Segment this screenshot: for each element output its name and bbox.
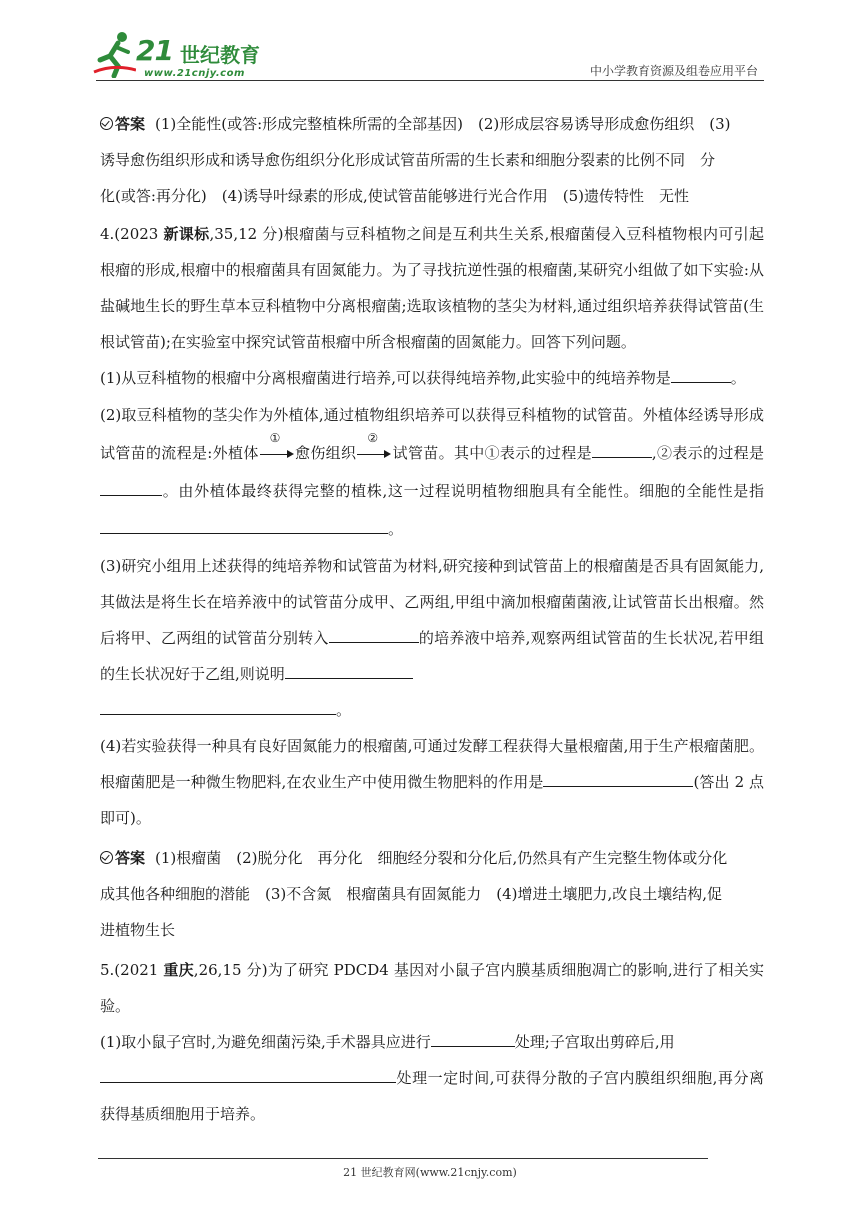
answer-blank[interactable] <box>671 366 731 383</box>
q4-answer <box>100 840 764 948</box>
answer-label: 答案 <box>115 115 146 133</box>
sub-question-4: (4)若实验获得一种具有良好固氮能力的根瘤菌,可通过发酵工程获得大量根瘤菌,用于生产根瘤菌肥。根瘤菌肥是一种微生物肥料,在农业生产中使用微生物肥料的作用是 (答出 2 点即可)。 <box>100 737 764 827</box>
sub-question-2: (2)取豆科植物的茎尖作为外植体,通过植物组织培养可以获得豆科植物的试管苗。外植体经诱导形成试管苗的流程是:外植体 ① 愈伤组织 ② 试管苗。其中①表示的过程是 ,②表示的过程是。由外植体最终获得完整的植株,这一过程说明植物细胞具有全能性。细胞的全能性是指。 <box>100 406 764 538</box>
q3-answer <box>100 106 764 214</box>
runner-icon <box>92 30 136 78</box>
sub-question-1: (1)从豆科植物的根瘤中分离根瘤菌进行培养,可以获得纯培养物,此实验中的纯培养物是 。 <box>100 360 764 396</box>
check-circle-icon <box>100 117 113 130</box>
answer-line: 进植物生长 <box>100 921 176 939</box>
logo-url: www.21cnjy.com <box>144 68 245 79</box>
question-5 <box>100 952 764 1132</box>
answer-text: (1)根瘤菌 (2)脱分化 再分化 细胞经分裂和分化后,仍然具有产生完整生物体或分化 <box>155 849 728 867</box>
answer-line <box>100 106 764 142</box>
header-divider <box>96 80 764 81</box>
process-arrow-2: ② <box>357 447 391 461</box>
answer-blank[interactable] <box>592 441 652 458</box>
answer-line: 诱导愈伤组织形成和诱导愈伤组织分化形成试管苗所需的生长素和细胞分裂素的比例不同 分 <box>100 151 716 169</box>
answer-blank[interactable] <box>543 770 693 787</box>
process-arrow-1: ① <box>260 447 294 461</box>
answer-text: (1)全能性(或答:形成完整植株所需的全部基因) (2)形成层容易诱导形成愈伤组织 (3) <box>155 115 731 133</box>
sub-question-1: (1)取小鼠子宫时,为避免细菌污染,手术器具应进行 处理;子宫取出剪碎后,用 处理一定时间,可获得分散的子宫内膜组织细胞,再分离获得基质细胞用于培养。 <box>100 1024 764 1132</box>
answer-blank[interactable] <box>285 662 413 679</box>
logo-text: 世纪教育 <box>180 43 260 67</box>
page-footer[interactable]: 21 世纪教育网(www.21cnjy.com) <box>343 1166 517 1179</box>
check-circle-icon <box>100 851 113 864</box>
answer-line: 成其他各种细胞的潜能 (3)不含氮 根瘤菌具有固氮能力 (4)增进土壤肥力,改良土壤结构,促 <box>100 885 723 903</box>
question-stem: 4.(2023 新课标,35,12 分)根瘤菌与豆科植物之间是互利共生关系,根瘤菌侵入豆科植物根内可引起根瘤的形成,根瘤中的根瘤菌具有固氮能力。为了寻找抗逆性强的根瘤菌,某研究小组做了如下实验:从盐碱地生长的野生草本豆科植物中分离根瘤菌;选取该植物的茎尖为材料,通过组织培养获得试管苗(生根试管苗);在实验室中探究试管苗根瘤中所含根瘤菌的固氮能力。回答下列问题。 <box>100 225 764 351</box>
answer-line <box>100 840 764 876</box>
question-source: 新课标 <box>163 225 210 243</box>
page-header <box>0 0 860 86</box>
sub-question-3: (3)研究小组用上述获得的纯培养物和试管苗为材料,研究接种到试管苗上的根瘤菌是否具有固氮能力,其做法是将生长在培养液中的试管苗分成甲、乙两组,甲组中滴加根瘤菌菌液,让试管苗长出根瘤。然后将甲、乙两组的试管苗分别转入 的培养液中培养,观察两组试管苗的生长状况,若甲组的生长状况好于乙组,则说明 。 <box>100 557 764 719</box>
answer-blank[interactable] <box>100 698 336 715</box>
site-logo[interactable] <box>92 30 262 80</box>
question-source: 重庆 <box>163 961 194 979</box>
question-stem: 5.(2021 重庆,26,15 分)为了研究 PDCD4 基因对小鼠子宫内膜基质细胞凋亡的影响,进行了相关实验。 <box>100 961 764 1015</box>
answer-label: 答案 <box>115 849 146 867</box>
logo-number: 21 <box>136 34 173 67</box>
answer-blank[interactable] <box>431 1030 515 1047</box>
document-body <box>100 106 764 1132</box>
answer-blank[interactable] <box>100 517 388 534</box>
answer-blank[interactable] <box>100 479 162 496</box>
answer-line: 化(或答:再分化) (4)诱导叶绿素的形成,使试管苗能够进行光合作用 (5)遗传特性 无性 <box>100 187 690 205</box>
answer-blank[interactable] <box>100 1066 396 1083</box>
answer-blank[interactable] <box>329 626 419 643</box>
platform-name: 中小学教育资源及组卷应用平台 <box>589 64 758 78</box>
footer-divider <box>98 1158 708 1159</box>
question-4 <box>100 216 764 836</box>
